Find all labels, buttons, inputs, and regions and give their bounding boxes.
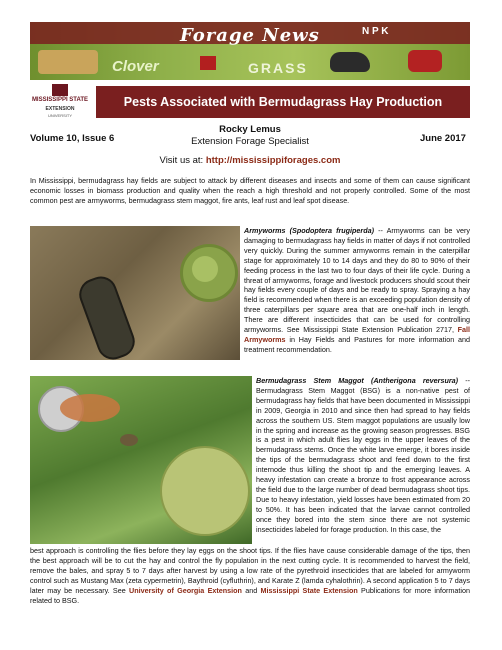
hay-bale-image: [38, 50, 98, 74]
forage-news-banner: [30, 22, 470, 80]
armyworm-text-end: in Hay Fields and Pastures for more information and treatment recommendation.: [244, 334, 470, 354]
armyworm-paragraph: [244, 226, 470, 355]
banner-title: Forage News: [180, 25, 320, 46]
volume-issue: Volume 10, Issue 6: [30, 133, 115, 144]
article-title-bar: [96, 86, 470, 118]
tail-end: Publications for more information related to BSG.: [30, 585, 470, 605]
author-name: Rocky Lemus: [219, 124, 281, 135]
stem-maggot-photo: [30, 376, 252, 544]
intro-paragraph: In Mississippi, bermudagrass hay fields are subject to attack by different diseases and insects and some of them can cause significant economic losses in biomass production and quality when the reach a high threshold and not properly controlled. Some of the most common pest are armyworms, bermudagrass stem maggot, fire ants, leaf rust and leaf spot disease.: [30, 176, 470, 205]
stem-maggot-text: -- Bermudagrass Stem Maggot (BSG) is a non-native pest of bermudagrass hay fields that have been documented in Mississippi in 2009, Georgia in 2010 and since then had spread to hay fields across the southern US. Stem maggot populations are usually low in the spring and increase as the growing season progresses. BSG is a pest in which adult flies lay eggs in the upper leaves of the bermudagrass stems. Once the white larve emerge, it bores inside the tips of the bermudagrass shoot and feed down to the first internode thus killing the shoot tip and the emerging leaves. A heavy infestation can create a bronze to frost appearance across the field due to the large number of dead bermudagrass shoot tips. Due to heavy infestation, yield losses have been estimated from 20 to 50%. It has been indicated that the larvae cannot controlled once they bored into the stem since there are not systemic insecticides labeled for forage production. In this case, the: [256, 376, 470, 534]
logo-line-2: EXTENSION: [45, 106, 75, 112]
barn-icon: [200, 56, 216, 70]
fall-armyworms-link[interactable]: Fall Armyworms: [244, 325, 470, 344]
stem-maggot-paragraph: [256, 376, 470, 535]
visit-label: Visit us at:: [159, 155, 204, 166]
beef-image: [408, 50, 442, 72]
tail-text: best approach is controlling the flies before they lay eggs on the shoot tips. If the flies have cause considerable damage of the tips, then the best approach will be to cut the hay and control the fly population in the next cutting cycle. It is recommended to harvest the field, remove the bales, and spray 5 to 7 days after harvest by using a low rate of the pyrethroid insecticides that are labeled for armyworm control such as Mustang Max (zeta cypermetrin), Baythroid (cyfluthrin), and Karate Z (lamda cyhalothrin). A second application 5 to 7 days later may be necessary. See: [30, 546, 470, 595]
cow-image: [330, 52, 370, 72]
msu-logo-mark-icon: [52, 84, 68, 96]
author-block: [150, 124, 350, 148]
msu-extension-logo[interactable]: [30, 84, 90, 122]
tail-and: and: [241, 585, 261, 595]
article-title: Pests Associated with Bermudagrass Hay Production: [123, 95, 443, 109]
curled-caterpillar-center: [192, 256, 218, 282]
stem-maggot-continued: [30, 546, 470, 605]
website-link[interactable]: http://mississippiforages.com: [205, 155, 341, 166]
logo-line-3: UNIVERSITY: [47, 113, 72, 118]
uga-extension-link[interactable]: University of Georgia Extension: [129, 585, 242, 595]
author-title: Extension Forage Specialist: [191, 136, 309, 147]
damaged-field-inset: [160, 446, 250, 536]
msu-extension-link[interactable]: Mississippi State Extension: [260, 585, 358, 595]
issue-date: June 2017: [420, 133, 466, 144]
armyworm-text: -- Armyworms can be very damaging to bermudagrass hay fields in matter of days if not controlled very quickly. During the summer armyworms remain in the caterpillar stage for approximately 10 to 14 days and they do 80 to 90% of their feeding process in the last two to four days of their life cycle. During a threat of armyworms, forage and livestock producers should scout their hay fields every couple of days and be ready to spray. Spraying a hay field is recommended when there is an exceeding population density of three caterpillars per square area that are one-half inch in length. There are different insecticides that can be used for controlling armyworms. See Mississippi State Extension Publication 2717,: [244, 226, 471, 335]
banner-clover-text: Clover: [112, 58, 159, 75]
visit-line: [100, 155, 400, 166]
armyworm-heading: Armyworms (Spodoptera frugiperda): [244, 226, 375, 235]
banner-grass-text: GRASS: [248, 60, 308, 76]
logo-line-1: MISSISSIPPI STATE: [31, 97, 89, 103]
armyworm-photo: [30, 226, 240, 360]
banner-npk-text: N P K: [362, 26, 389, 37]
copper-pad: [60, 394, 120, 422]
stem-maggot-heading: Bermudagrass Stem Maggot (Antherigona reversura): [256, 376, 459, 385]
stem-maggot-fly: [120, 434, 138, 446]
